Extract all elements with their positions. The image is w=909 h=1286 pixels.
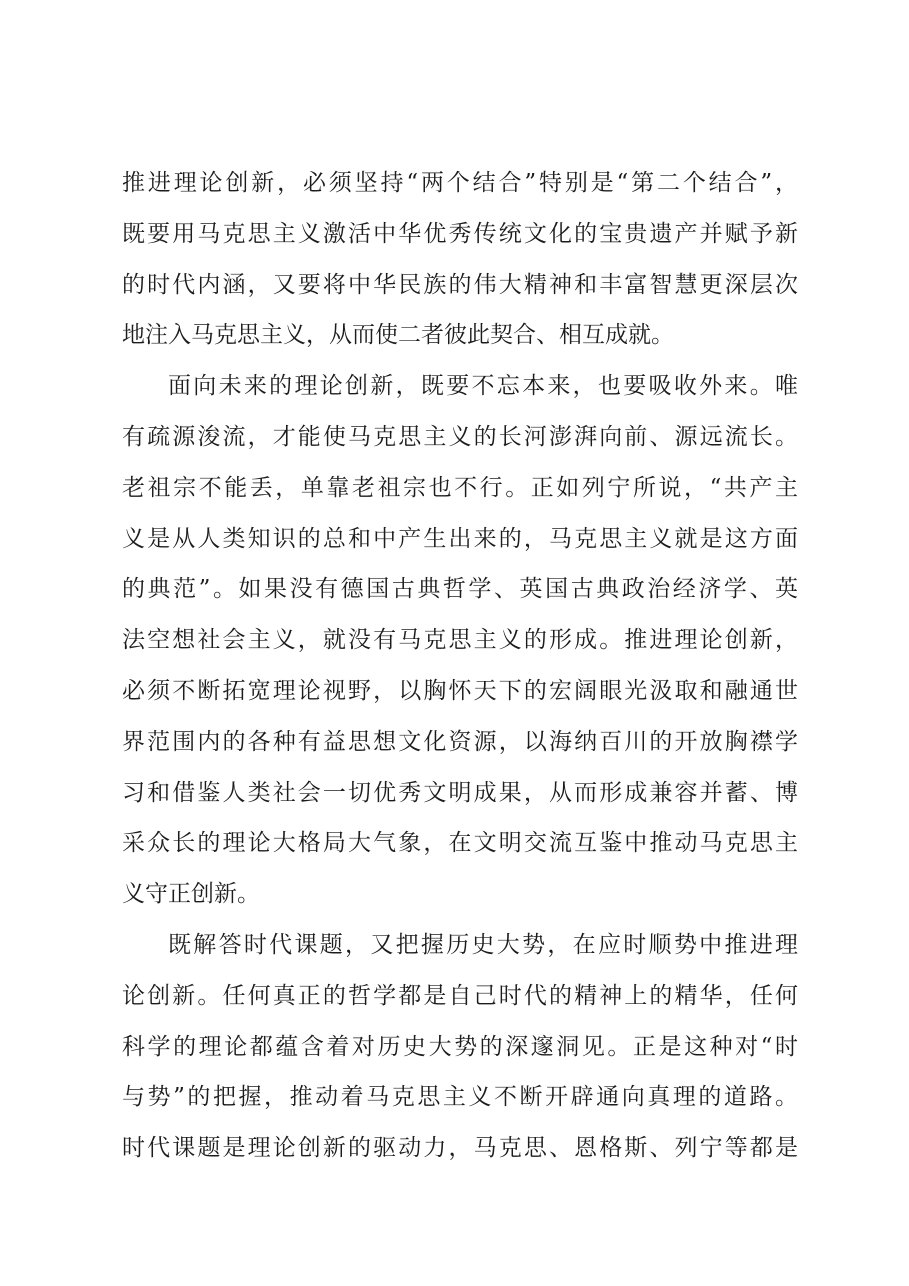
- paragraph: [122, 920, 798, 1174]
- text-line: 面向未来的理论创新，既要不忘本来，也要吸收外来。唯: [168, 373, 798, 400]
- text-line: 推进理论创新，必须坚持“两个结合”特别是“第二个结合”，: [122, 170, 798, 196]
- text-line: 论创新。任何真正的哲学都是自己时代的精神上的精华，任何: [122, 982, 798, 1009]
- text-line: 老祖宗不能丢，单靠老祖宗也不行。正如列宁所说，“共产主: [122, 474, 798, 501]
- text-line: 时代课题是理论创新的驱动力，马克思、恩格斯、列宁等都是: [122, 1135, 798, 1162]
- text-line: 既解答时代课题，又把握历史大势，在应时顺势中推进理: [168, 931, 798, 958]
- text-line: 地注入马克思主义，从而使二者彼此契合、相互成就。: [122, 322, 674, 349]
- text-line: 义守正创新。: [122, 881, 260, 908]
- text-line: 界范围内的各种有益思想文化资源，以海纳百川的开放胸襟学: [122, 728, 798, 755]
- text-line: 采众长的理论大格局大气象，在文明交流互鉴中推动马克思主: [122, 830, 798, 857]
- text-line: 习和借鉴人类社会一切优秀文明成果，从而形成兼容并蓄、博: [122, 779, 798, 806]
- text-line: 法空想社会主义，就没有马克思主义的形成。推进理论创新，: [122, 627, 798, 654]
- text-line: 科学的理论都蕴含着对历史大势的深邃洞见。正是这种对“时: [122, 1033, 798, 1060]
- text-line: 必须不断拓宽理论视野，以胸怀天下的宏阔眼光汲取和融通世: [122, 677, 798, 704]
- text-line: 的典范”。如果没有德国古典哲学、英国古典政治经济学、英: [122, 576, 798, 603]
- text-line: 有疏源浚流，才能使马克思主义的长河澎湃向前、源远流长。: [122, 423, 798, 450]
- text-line: 与势”的把握，推动着马克思主义不断开辟通向真理的道路。: [122, 1084, 798, 1111]
- text-line: 的时代内涵，又要将中华民族的伟大精神和丰富智慧更深层次: [122, 271, 798, 298]
- text-line: 义是从人类知识的总和中产生出来的，马克思主义就是这方面: [122, 525, 798, 552]
- paragraph: [122, 361, 798, 920]
- paragraph: [122, 158, 798, 361]
- text-line: 既要用马克思主义激活中华优秀传统文化的宝贵遗产并赋予新: [122, 220, 798, 247]
- body-text: [122, 158, 798, 1174]
